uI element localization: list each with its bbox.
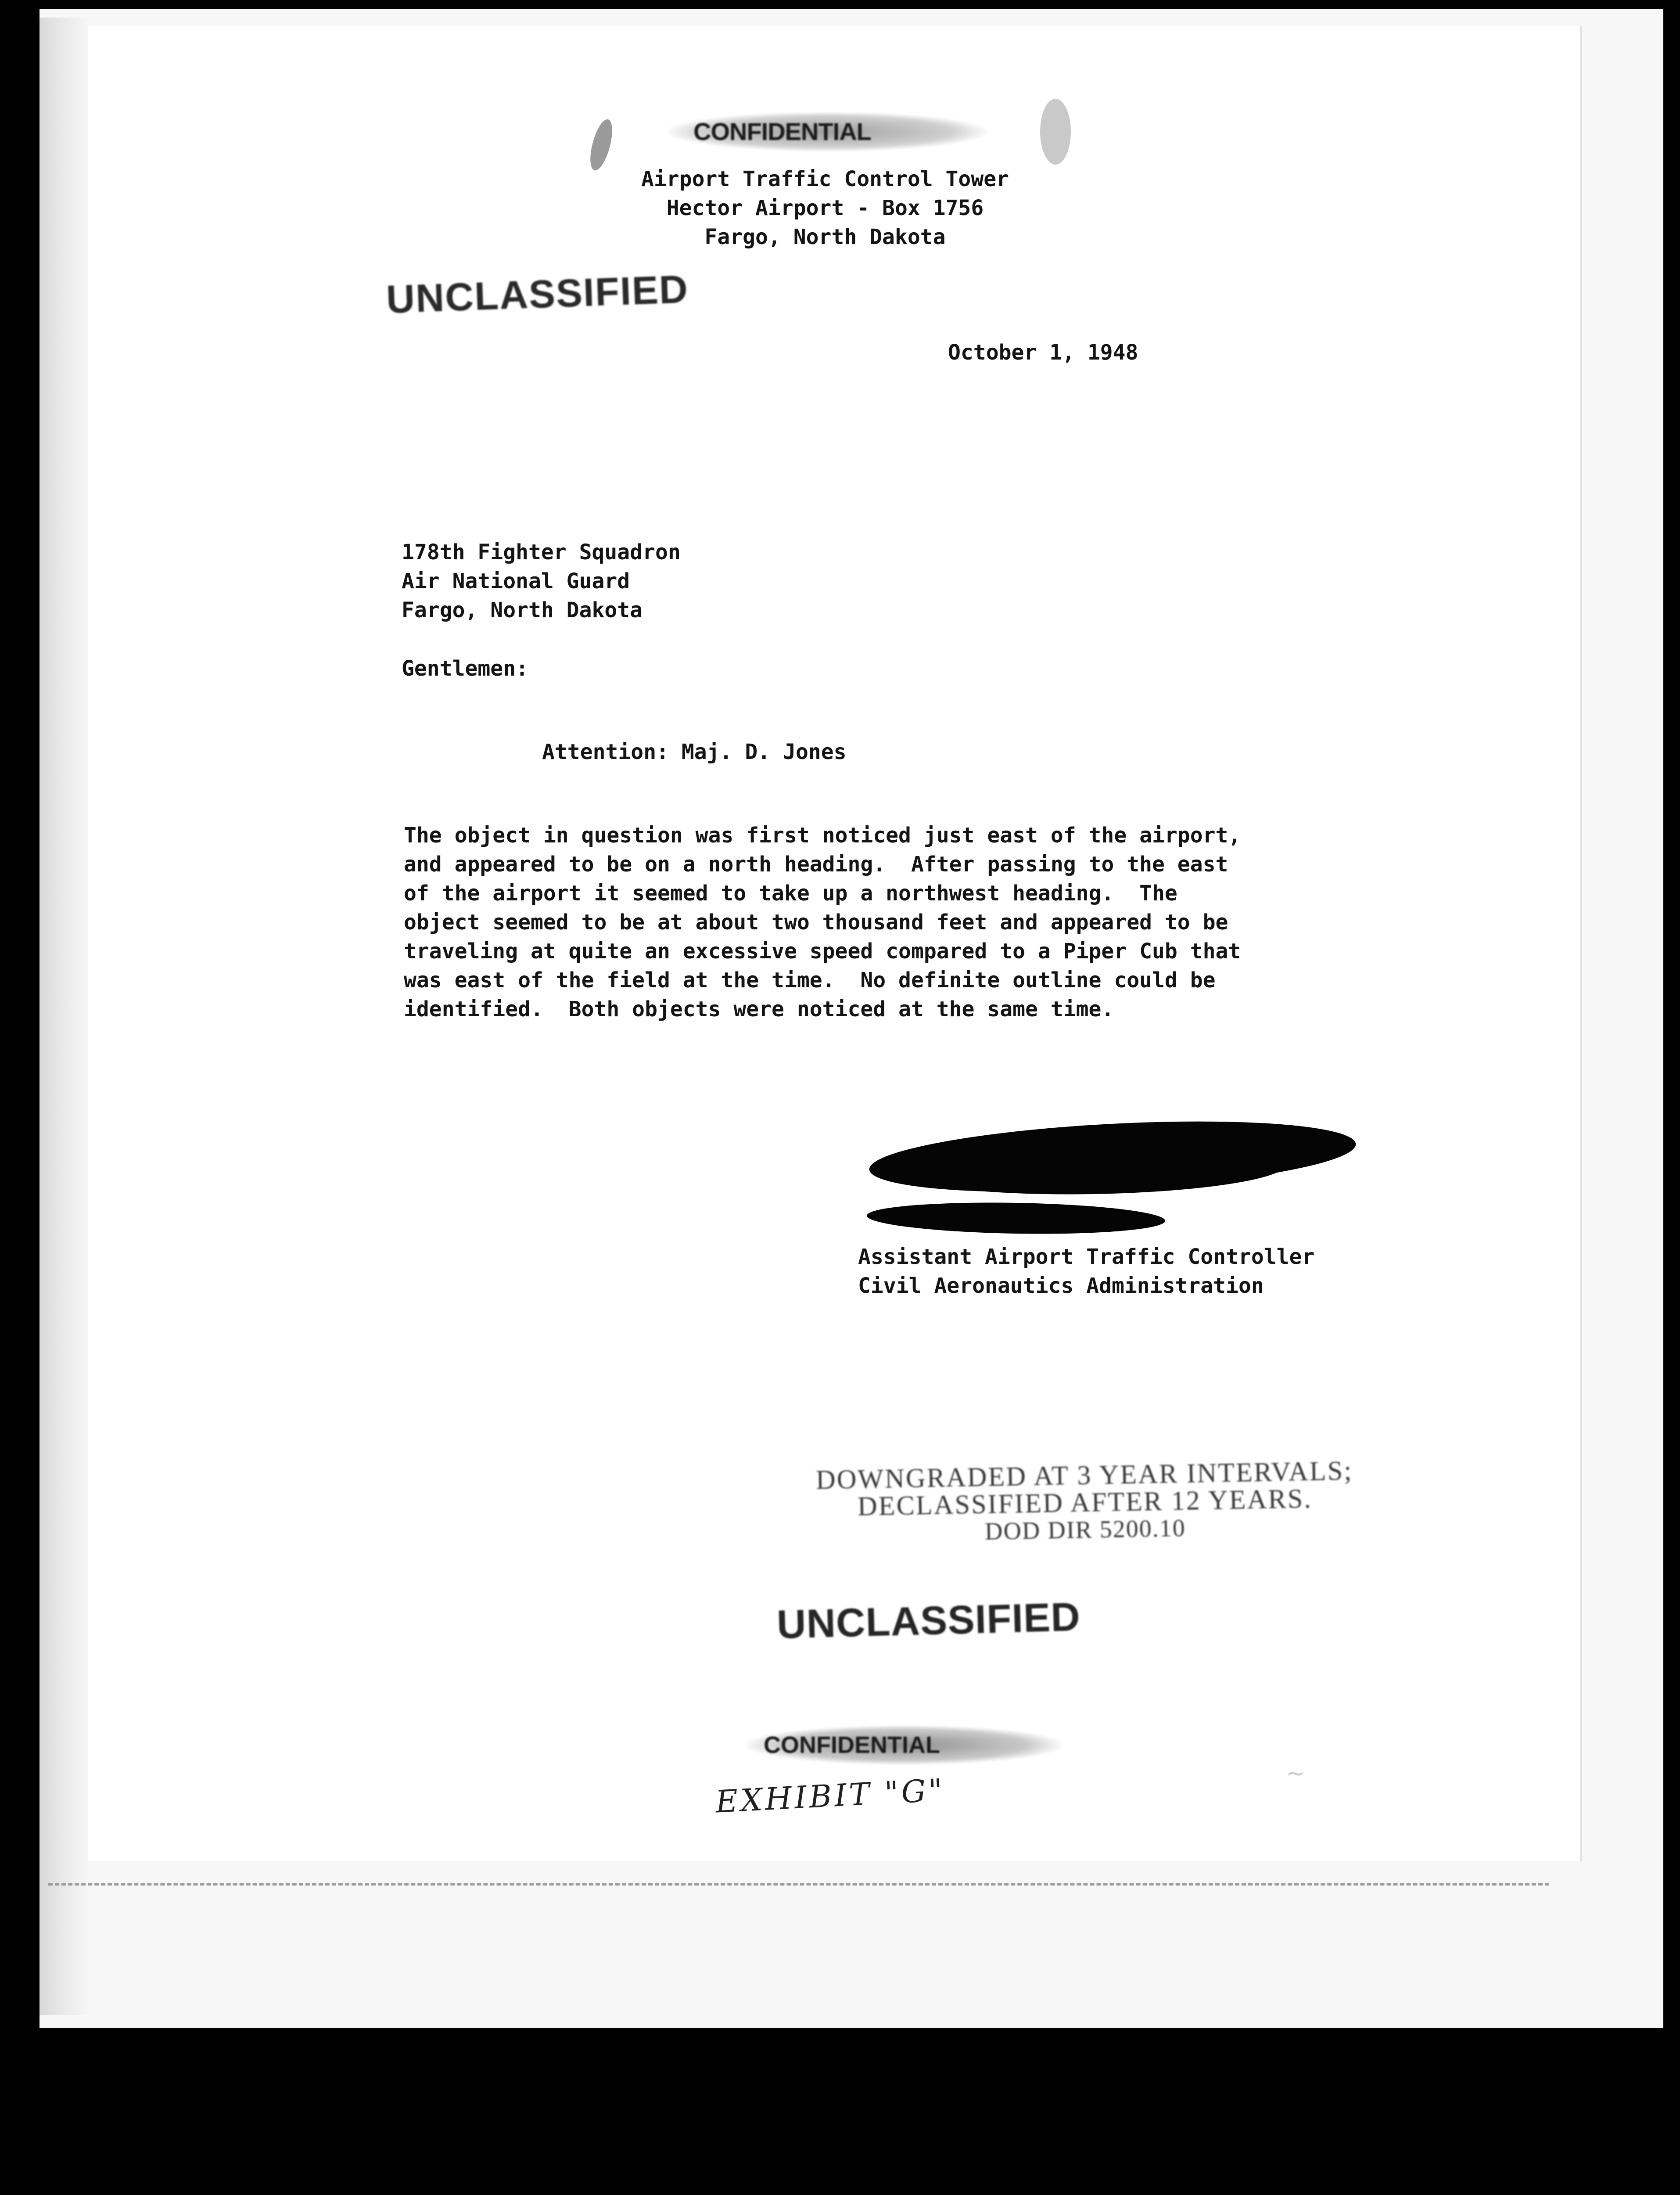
ink-smudge bbox=[1040, 99, 1071, 165]
recipient-line-2: Air National Guard bbox=[402, 569, 630, 594]
downgrade-stamp bbox=[815, 1457, 1354, 1548]
letterhead-line-1: Airport Traffic Control Tower bbox=[641, 167, 1009, 191]
exhibit-handwritten-label: EXHIBIT "G" bbox=[714, 1772, 946, 1820]
recipient-line-3: Fargo, North Dakota bbox=[402, 598, 643, 623]
body-line: was east of the field at the time. No definite outline could be bbox=[404, 968, 1216, 993]
signature-title-line-1: Assistant Airport Traffic Controller bbox=[858, 1245, 1315, 1269]
downgrade-line-1: DOWNGRADED AT 3 YEAR INTERVALS; bbox=[815, 1456, 1353, 1495]
body-line: object seemed to be at about two thousand feet and appeared to be bbox=[404, 910, 1228, 935]
letter-date: October 1, 1948 bbox=[948, 340, 1138, 365]
letterhead-line-2: Hector Airport - Box 1756 bbox=[666, 196, 984, 220]
body-line: and appeared to be on a north heading. After passing to the east bbox=[404, 852, 1228, 877]
page-edge-shadow bbox=[39, 18, 88, 2015]
confidential-stamp-top: CONFIDENTIAL bbox=[667, 112, 987, 151]
salutation: Gentlemen: bbox=[402, 656, 528, 681]
page-bottom-edge bbox=[48, 1883, 1549, 1886]
unclassified-stamp-bottom: UNCLASSIFIED bbox=[776, 1594, 1081, 1648]
downgrade-line-2: DECLASSIFIED AFTER 12 YEARS. bbox=[857, 1483, 1313, 1522]
confidential-stamp-bottom: CONFIDENTIAL bbox=[746, 1725, 1062, 1765]
downgrade-line-3: DOD DIR 5200.10 bbox=[984, 1515, 1186, 1545]
body-line: The object in question was first noticed just east of the airport, bbox=[404, 823, 1241, 848]
attention-line: Attention: Maj. D. Jones bbox=[542, 740, 847, 764]
body-line: traveling at quite an excessive speed compared to a Piper Cub that bbox=[404, 939, 1241, 964]
body-line: identified. Both objects were noticed at the same time. bbox=[404, 997, 1114, 1022]
signature-title-line-2: Civil Aeronautics Administration bbox=[858, 1274, 1264, 1298]
body-line: of the airport it seemed to take up a northwest heading. The bbox=[404, 881, 1177, 906]
pencil-mark: ~ bbox=[1286, 1760, 1305, 1787]
unclassified-stamp-top: UNCLASSIFIED bbox=[385, 267, 689, 322]
recipient-line-1: 178th Fighter Squadron bbox=[402, 540, 681, 565]
letterhead-line-3: Fargo, North Dakota bbox=[704, 225, 946, 249]
